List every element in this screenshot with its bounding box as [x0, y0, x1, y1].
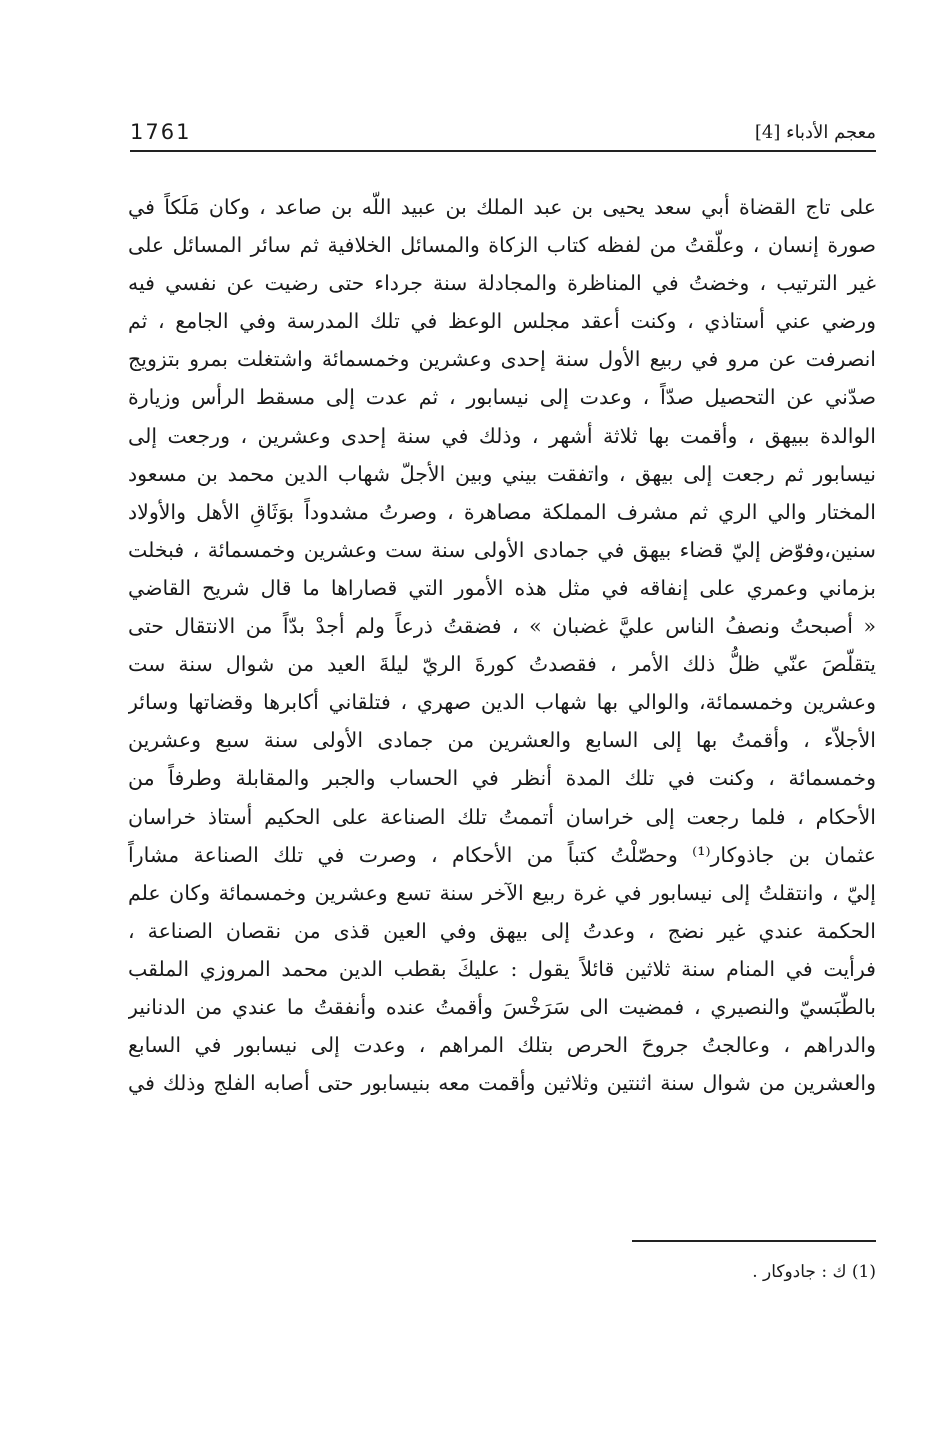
text-line: عثمان بن جاذوكار⁽¹⁾ وحصّلْتُ كتباً من الأحكام ، وصرت في تلك الصناعة مشاراً — [128, 842, 876, 867]
text-line: غير الترتيب ، وخضتُ في المناظرة والمجادلة سنة جرداء حتى رضيت عن نفسي فيه — [128, 271, 876, 296]
text-line: والدراهم ، وعالجتُ جروحَ الحرص بتلك المراهم ، وعدت إلى نيسابور في السابع — [128, 1033, 876, 1058]
text-line: فرأيت في المنام سنة ثلاثين قائلاً يقول : عليكَ بقطب الدين محمد المروزي الملقب — [128, 956, 876, 981]
text-line: الأحكام ، فلما رجعت إلى خراسان أتممتُ تلك الصناعة على الحكيم أستاذ خراسان — [128, 804, 876, 829]
page-number: 1761 — [130, 120, 192, 144]
header-divider — [130, 150, 876, 152]
running-title: معجم الأدباء [4] — [754, 122, 876, 143]
text-line: يتقلّصَ عنّي ظلُّ ذلك الأمر ، فقصدتُ كورةَ الريّ ليلةَ العيد من شوال سنة ست — [128, 652, 876, 677]
body-text — [128, 188, 876, 1102]
text-line: صورة إنسان ، وعلّقتُ من لفظه كتاب الزكاة والمسائل الخلافية ثم سائر المسائل على — [128, 233, 876, 258]
text-line: والعشرين من شوال سنة اثنتين وثلاثين وأقمت معه بنيسابور حتى أصابه الفلج وذلك في — [128, 1071, 876, 1096]
text-line: ورضي عني أستاذي ، وكنت أعقد مجلس الوعظ في تلك المدرسة وفي الجامع ، ثم — [128, 309, 876, 334]
text-line: الأجلاّء ، وأقمتُ بها إلى السابع والعشرين من جمادى الأولى سنة سبع وعشرين — [128, 728, 876, 753]
text-line: وخمسمائة ، وكنت في تلك المدة أنظر في الحساب والجبر والمقابلة وطرفاً من — [128, 766, 876, 791]
text-line: وعشرين وخمسمائة، والوالي بها شهاب الدين صهري ، فتلقاني أكابرها وقضاتها وسائر — [128, 690, 876, 715]
text-line: نيسابور ثم رجعت إلى بيهق ، واتفقت بيني وبين الأجلّ شهاب الدين محمد بن مسعود — [128, 461, 876, 486]
text-line: المختار والي الري ثم مشرف المملكة مصاهرة ، وصرتُ مشدوداً بوَثَاقِ الأهل والأولاد — [128, 499, 876, 524]
text-line: بالطّبَسيّ والنصيري ، فمضيت الى سَرَخْسَ وأقمتُ عنده وأنفقتُ ما عندي من الدنانير — [128, 994, 876, 1019]
text-line: على تاج القضاة أبي سعد يحيى بن عبد الملك بن عبيد اللّه بن صاعد ، وكان مَلَكاً في — [128, 195, 876, 219]
text-line: إليّ ، وانتقلتُ إلى نيسابور في غرة ربيع الآخر سنة تسع وعشرين وخمسمائة وكان علم — [128, 880, 876, 905]
footnote-divider — [632, 1240, 876, 1242]
text-line: الحكمة عندي غير نضج ، وعدتُ إلى بيهق وفي العين قذى من نقصان الصناعة ، — [128, 918, 876, 943]
text-line: انصرفت عن مرو في ربيع الأول سنة إحدى وعشرين وخمسمائة واشتغلت بمرو بتزويج — [128, 347, 876, 372]
text-line: الوالدة ببيهق ، وأقمت بها ثلاثة أشهر ، وذلك في سنة إحدى وعشرين ، ورجعت إلى — [128, 423, 876, 448]
text-line: « أصبحتُ ونصفُ الناس عليَّ غضبان » ، فضقتُ ذرعاً ولم أجدْ بدّاً من الانتقال حتى — [128, 614, 876, 639]
text-line: صدّني عن التحصيل صدّاً ، وعدت إلى نيسابور ، ثم عدت إلى مسقط الرأس وزيارة — [128, 385, 876, 410]
text-line: بزماني وعمري على إنفاقه في مثل هذه الأمور التي قصاراها ما قال شريح القاضي — [128, 575, 876, 600]
page-header — [128, 118, 876, 152]
footnote: (1) ك : جادوكار . — [752, 1262, 876, 1282]
text-line: سنين،وفوّض إليّ قضاء بيهق في جمادى الأولى سنة ست وعشرين وخمسمائة ، فبخلت — [128, 537, 876, 562]
